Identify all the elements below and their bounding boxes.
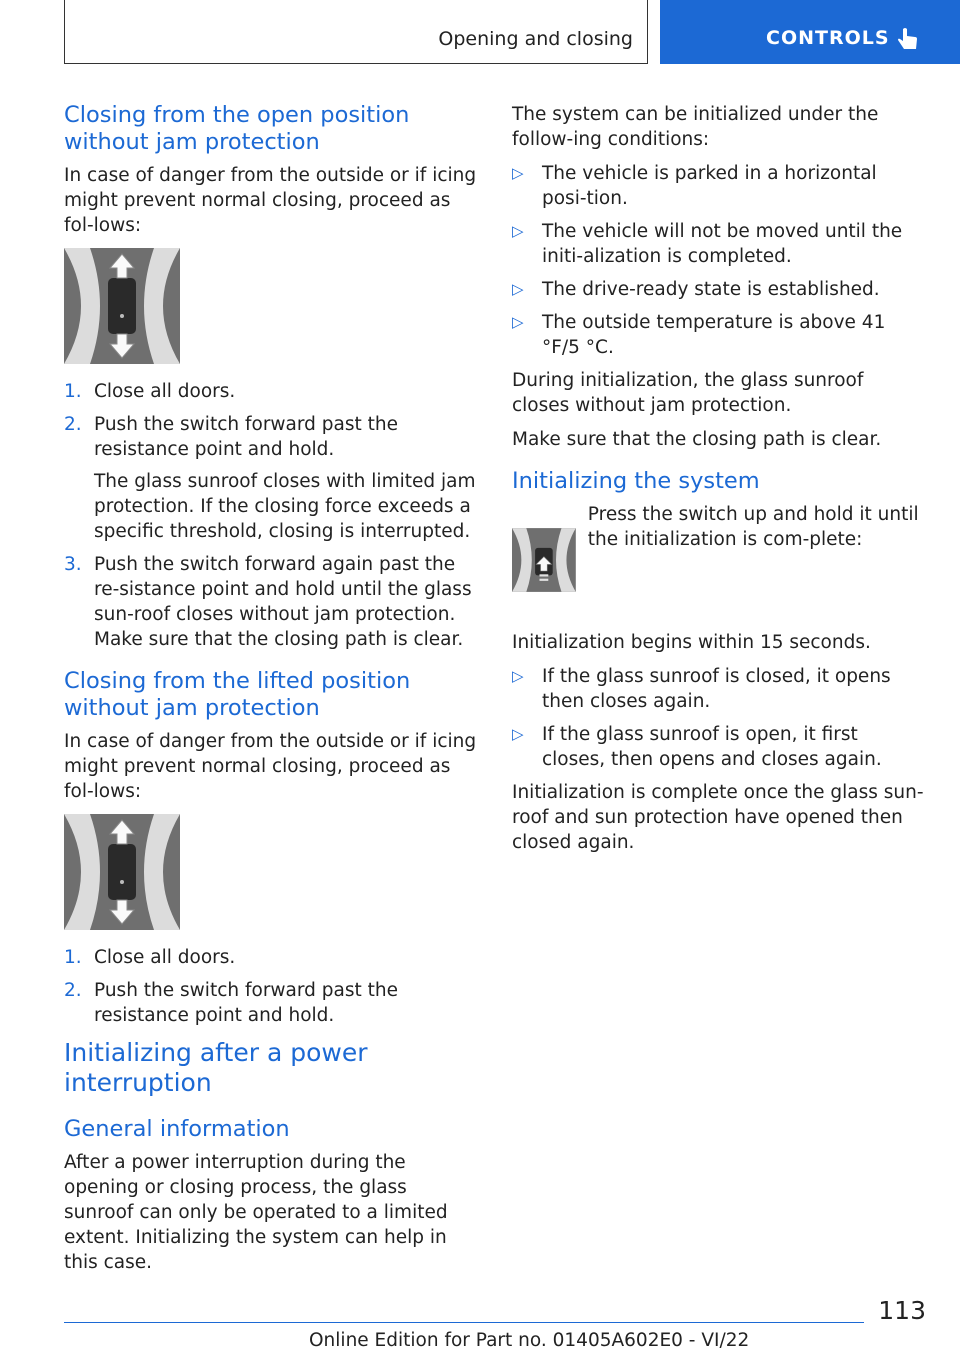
heading-open-without-jam: Closing from the open position without jam protection — [64, 102, 410, 155]
case-text: If the glass sunroof is open, it first closes, then opens and closes again. — [542, 724, 882, 770]
condition-item — [512, 219, 924, 269]
step-item — [64, 412, 480, 544]
right-column — [512, 102, 924, 864]
init-begins-text: Initialization begins within 15 seconds. — [512, 632, 871, 653]
step-subtext: The glass sunroof closes with limited jam protection. If the closing force exceeds a specific threshold, closing is interrupted. — [94, 471, 476, 542]
heading-init-system: Initializing the system — [512, 468, 760, 494]
heading-general-info: General information — [64, 1116, 290, 1142]
step-number: 1. — [64, 947, 82, 968]
step-item — [64, 978, 480, 1028]
case-item — [512, 664, 924, 714]
steps-open — [64, 379, 480, 652]
step-item — [64, 945, 480, 970]
general-info-text: After a power interruption during the opening or closing process, the glass sunroof can only be operated to a limited extent. Initializing the system can help in this case. — [64, 1152, 448, 1273]
step-item — [64, 379, 480, 404]
condition-text: The vehicle will not be moved until the initi-alization is completed. — [542, 221, 903, 267]
condition-text: The drive-ready state is established. — [542, 279, 880, 300]
init-instruction: Press the switch up and hold it until the initialization is com-plete: — [587, 504, 919, 550]
case-text: If the glass sunroof is closed, it opens then closes again. — [542, 666, 891, 712]
init-complete-text: Initialization is complete once the glass sun-roof and sun protection have opened then closed again. — [512, 782, 924, 853]
header-box — [64, 0, 648, 64]
section-label: CONTROLS — [766, 27, 890, 49]
conditions-list — [512, 161, 924, 360]
sunroof-switch-push-image — [64, 814, 180, 930]
condition-item — [512, 161, 924, 211]
heading-lifted-without-jam: Closing from the lifted position without jam protection — [64, 668, 411, 721]
condition-text: The vehicle is parked in a horizontal posi-tion. — [542, 163, 877, 209]
condition-text: The outside temperature is above 41 °F/5 °C. — [542, 312, 886, 358]
edition-text: Online Edition for Part no. 01405A602E0 - VI/22 — [309, 1330, 750, 1351]
step-number: 3. — [64, 554, 82, 575]
init-cases-list — [512, 664, 924, 772]
triangle-bullet-icon: ▷ — [512, 222, 524, 240]
case-item — [512, 722, 924, 772]
left-column — [64, 102, 480, 1284]
footer-rule — [64, 1322, 864, 1323]
step-number: 1. — [64, 381, 82, 402]
intro-open: In case of danger from the outside or if icing might prevent normal closing, proceed as fol-lows: — [64, 165, 477, 236]
step-text: Push the switch forward past the resistance point and hold. — [94, 414, 399, 460]
condition-item — [512, 310, 924, 360]
chapter-title: Opening and closing — [438, 28, 633, 50]
section-tab — [660, 0, 960, 64]
step-item — [64, 552, 480, 652]
during-init-text: During initialization, the glass sunroof closes without jam protection. — [512, 370, 864, 416]
sunroof-switch-up-image — [512, 502, 576, 618]
step-text: Close all doors. — [94, 381, 236, 402]
step-number: 2. — [64, 414, 82, 435]
intro-lifted: In case of danger from the outside or if icing might prevent normal closing, proceed as fol-lows: — [64, 731, 477, 802]
triangle-bullet-icon: ▷ — [512, 725, 524, 743]
conditions-intro: The system can be initialized under the follow-ing conditions: — [512, 104, 879, 150]
init-row — [512, 502, 924, 618]
heading-power-interruption: Initializing after a power interruption — [64, 1038, 368, 1097]
step-text: Push the switch forward past the resistance point and hold. — [94, 980, 399, 1026]
triangle-bullet-icon: ▷ — [512, 164, 524, 182]
step-text: Close all doors. — [94, 947, 236, 968]
steps-lifted — [64, 945, 480, 1028]
step-number: 2. — [64, 980, 82, 1001]
triangle-bullet-icon: ▷ — [512, 667, 524, 685]
triangle-bullet-icon: ▷ — [512, 313, 524, 331]
triangle-bullet-icon: ▷ — [512, 280, 524, 298]
pointing-hand-icon — [894, 26, 922, 54]
condition-item — [512, 277, 924, 302]
page-number: 113 — [878, 1296, 926, 1325]
sunroof-switch-push-image — [64, 248, 180, 364]
make-sure-text: Make sure that the closing path is clear. — [512, 429, 882, 450]
step-text: Push the switch forward again past the re-sistance point and hold until the glass sun-roof closes without jam protection. Make sure that the closing path is clear. — [94, 554, 472, 650]
